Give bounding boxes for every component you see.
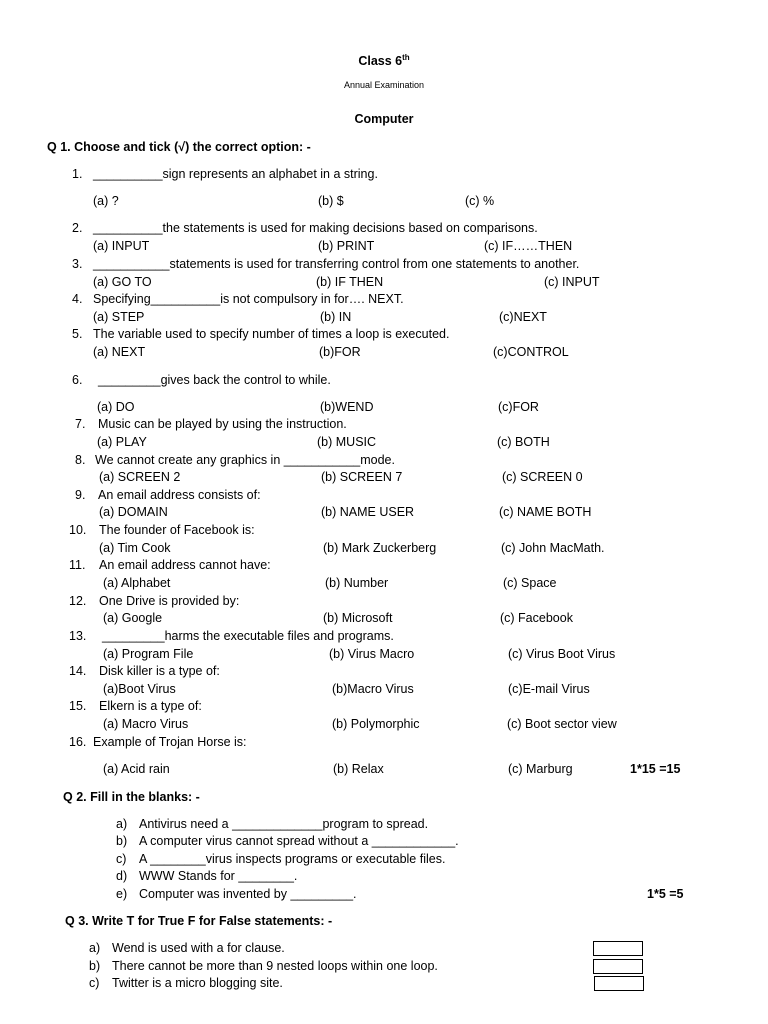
option-a: (a) PLAY [97,435,147,449]
item-letter: c) [89,976,100,990]
option-b: (b)FOR [319,345,361,359]
option-c: (c) % [465,194,495,208]
question-text: Music can be played by using the instruction. [98,417,347,431]
question-number: 9. [75,488,86,502]
question-number: 10. [69,523,87,537]
option-a: (a) Acid rain [103,762,170,776]
question-number: 7. [75,417,86,431]
question-number: 2. [72,221,83,235]
answer-box[interactable] [594,976,644,991]
q3-title: Q 3. Write T for True F for False statements: - [65,914,333,928]
subject-title: Computer [354,112,414,126]
option-c: (c)NEXT [499,310,547,324]
option-b: (b) IN [320,310,352,324]
question-number: 13. [69,629,87,643]
option-a: (a) Tim Cook [99,541,171,555]
class-heading: Class 6th [358,53,410,69]
option-c: (c) Virus Boot Virus [508,647,616,661]
option-c: (c) BOTH [497,435,550,449]
option-c: (c) IF……THEN [484,239,573,253]
exam-title: Annual Examination [343,80,425,90]
question-text: We cannot create any graphics in ___________mode. [95,453,395,467]
option-c: (c) Space [503,576,557,590]
item-letter: c) [116,852,127,866]
option-b: (b) MUSIC [317,435,377,449]
option-a: (a) Google [103,611,163,625]
option-a: (a) ? [93,194,119,208]
option-a: (a) STEP [93,310,145,324]
option-a: (a) INPUT [93,239,150,253]
question-number: 1. [72,167,83,181]
option-a: (a) Macro Virus [103,717,189,731]
option-a: (a) DOMAIN [99,505,168,519]
blank-statement: WWW Stands for ________. [139,869,298,883]
option-a: (a) SCREEN 2 [99,470,181,484]
option-a: (a) NEXT [93,345,146,359]
item-letter: d) [116,869,128,883]
option-b: (b) Relax [333,762,384,776]
question-text: Specifying__________is not compulsory in for…. NEXT. [93,292,404,306]
option-a: (a)Boot Virus [103,682,176,696]
statement-text: Wend is used with a for clause. [112,941,285,955]
q1-title: Q 1. Choose and tick (√) the correct option: - [47,140,311,154]
option-b: (b) Number [325,576,389,590]
option-c: (c) Facebook [500,611,573,625]
question-number: 3. [72,257,83,271]
question-text: Elkern is a type of: [99,699,202,713]
option-b: (b) PRINT [318,239,375,253]
question-number: 12. [69,594,87,608]
item-letter: a) [89,941,101,955]
option-b: (b) Microsoft [323,611,393,625]
blank-statement: Computer was invented by _________. [139,887,357,901]
question-number: 15. [69,699,87,713]
question-number: 4. [72,292,83,306]
option-c: (c)E-mail Virus [508,682,590,696]
answer-box[interactable] [593,941,643,956]
question-text: One Drive is provided by: [99,594,240,608]
option-b: (b) Mark Zuckerberg [323,541,437,555]
option-c: (c) Boot sector view [507,717,617,731]
option-c: (c) John MacMath. [501,541,605,555]
option-c: (c) Marburg [508,762,573,776]
question-number: 14. [69,664,87,678]
q2-title: Q 2. Fill in the blanks: - [63,790,200,804]
question-text: An email address consists of: [98,488,261,502]
statement-text: Twitter is a micro blogging site. [112,976,283,990]
question-text: The variable used to specify number of times a loop is executed. [93,327,450,341]
option-b: (b) NAME USER [321,505,415,519]
question-number: 8. [75,453,86,467]
q2-marks: 1*5 =5 [647,887,684,901]
question-text: An email address cannot have: [99,558,271,572]
item-letter: b) [116,834,128,848]
question-number: 6. [72,373,83,387]
question-text: Disk killer is a type of: [99,664,220,678]
question-text: Example of Trojan Horse is: [93,735,247,749]
option-a: (a) DO [97,400,135,414]
question-text: __________sign represents an alphabet in a string. [93,167,378,181]
option-a: (a) GO TO [93,275,152,289]
blank-statement: A computer virus cannot spread without a ____________. [139,834,459,848]
statement-text: There cannot be more than 9 nested loops within one loop. [112,959,438,973]
option-a: (a) Program File [103,647,194,661]
item-letter: e) [116,887,128,901]
question-text: The founder of Facebook is: [99,523,255,537]
option-c: (c) SCREEN 0 [502,470,583,484]
option-b: (b) Virus Macro [329,647,415,661]
option-c: (c) INPUT [544,275,600,289]
option-b: (b) IF THEN [316,275,384,289]
question-text: __________the statements is used for making decisions based on comparisons. [93,221,538,235]
answer-box[interactable] [593,959,643,974]
question-text: ___________statements is used for transferring control from one statements to another. [93,257,580,271]
option-b: (b) $ [318,194,344,208]
option-b: (b) Polymorphic [332,717,420,731]
item-letter: b) [89,959,101,973]
option-b: (b) SCREEN 7 [321,470,403,484]
item-letter: a) [116,817,128,831]
option-c: (c)FOR [498,400,539,414]
blank-statement: A ________virus inspects programs or executable files. [139,852,446,866]
option-c: (c)CONTROL [493,345,569,359]
option-a: (a) Alphabet [103,576,171,590]
question-number: 5. [72,327,83,341]
question-number: 16. [69,735,87,749]
option-b: (b)WEND [320,400,374,414]
q1-marks: 1*15 =15 [630,762,681,776]
question-text: _________harms the executable files and programs. [102,629,394,643]
option-c: (c) NAME BOTH [499,505,592,519]
blank-statement: Antivirus need a _____________program to spread. [139,817,429,831]
option-b: (b)Macro Virus [332,682,414,696]
question-text: _________gives back the control to while. [98,373,331,387]
question-number: 11. [69,558,86,572]
